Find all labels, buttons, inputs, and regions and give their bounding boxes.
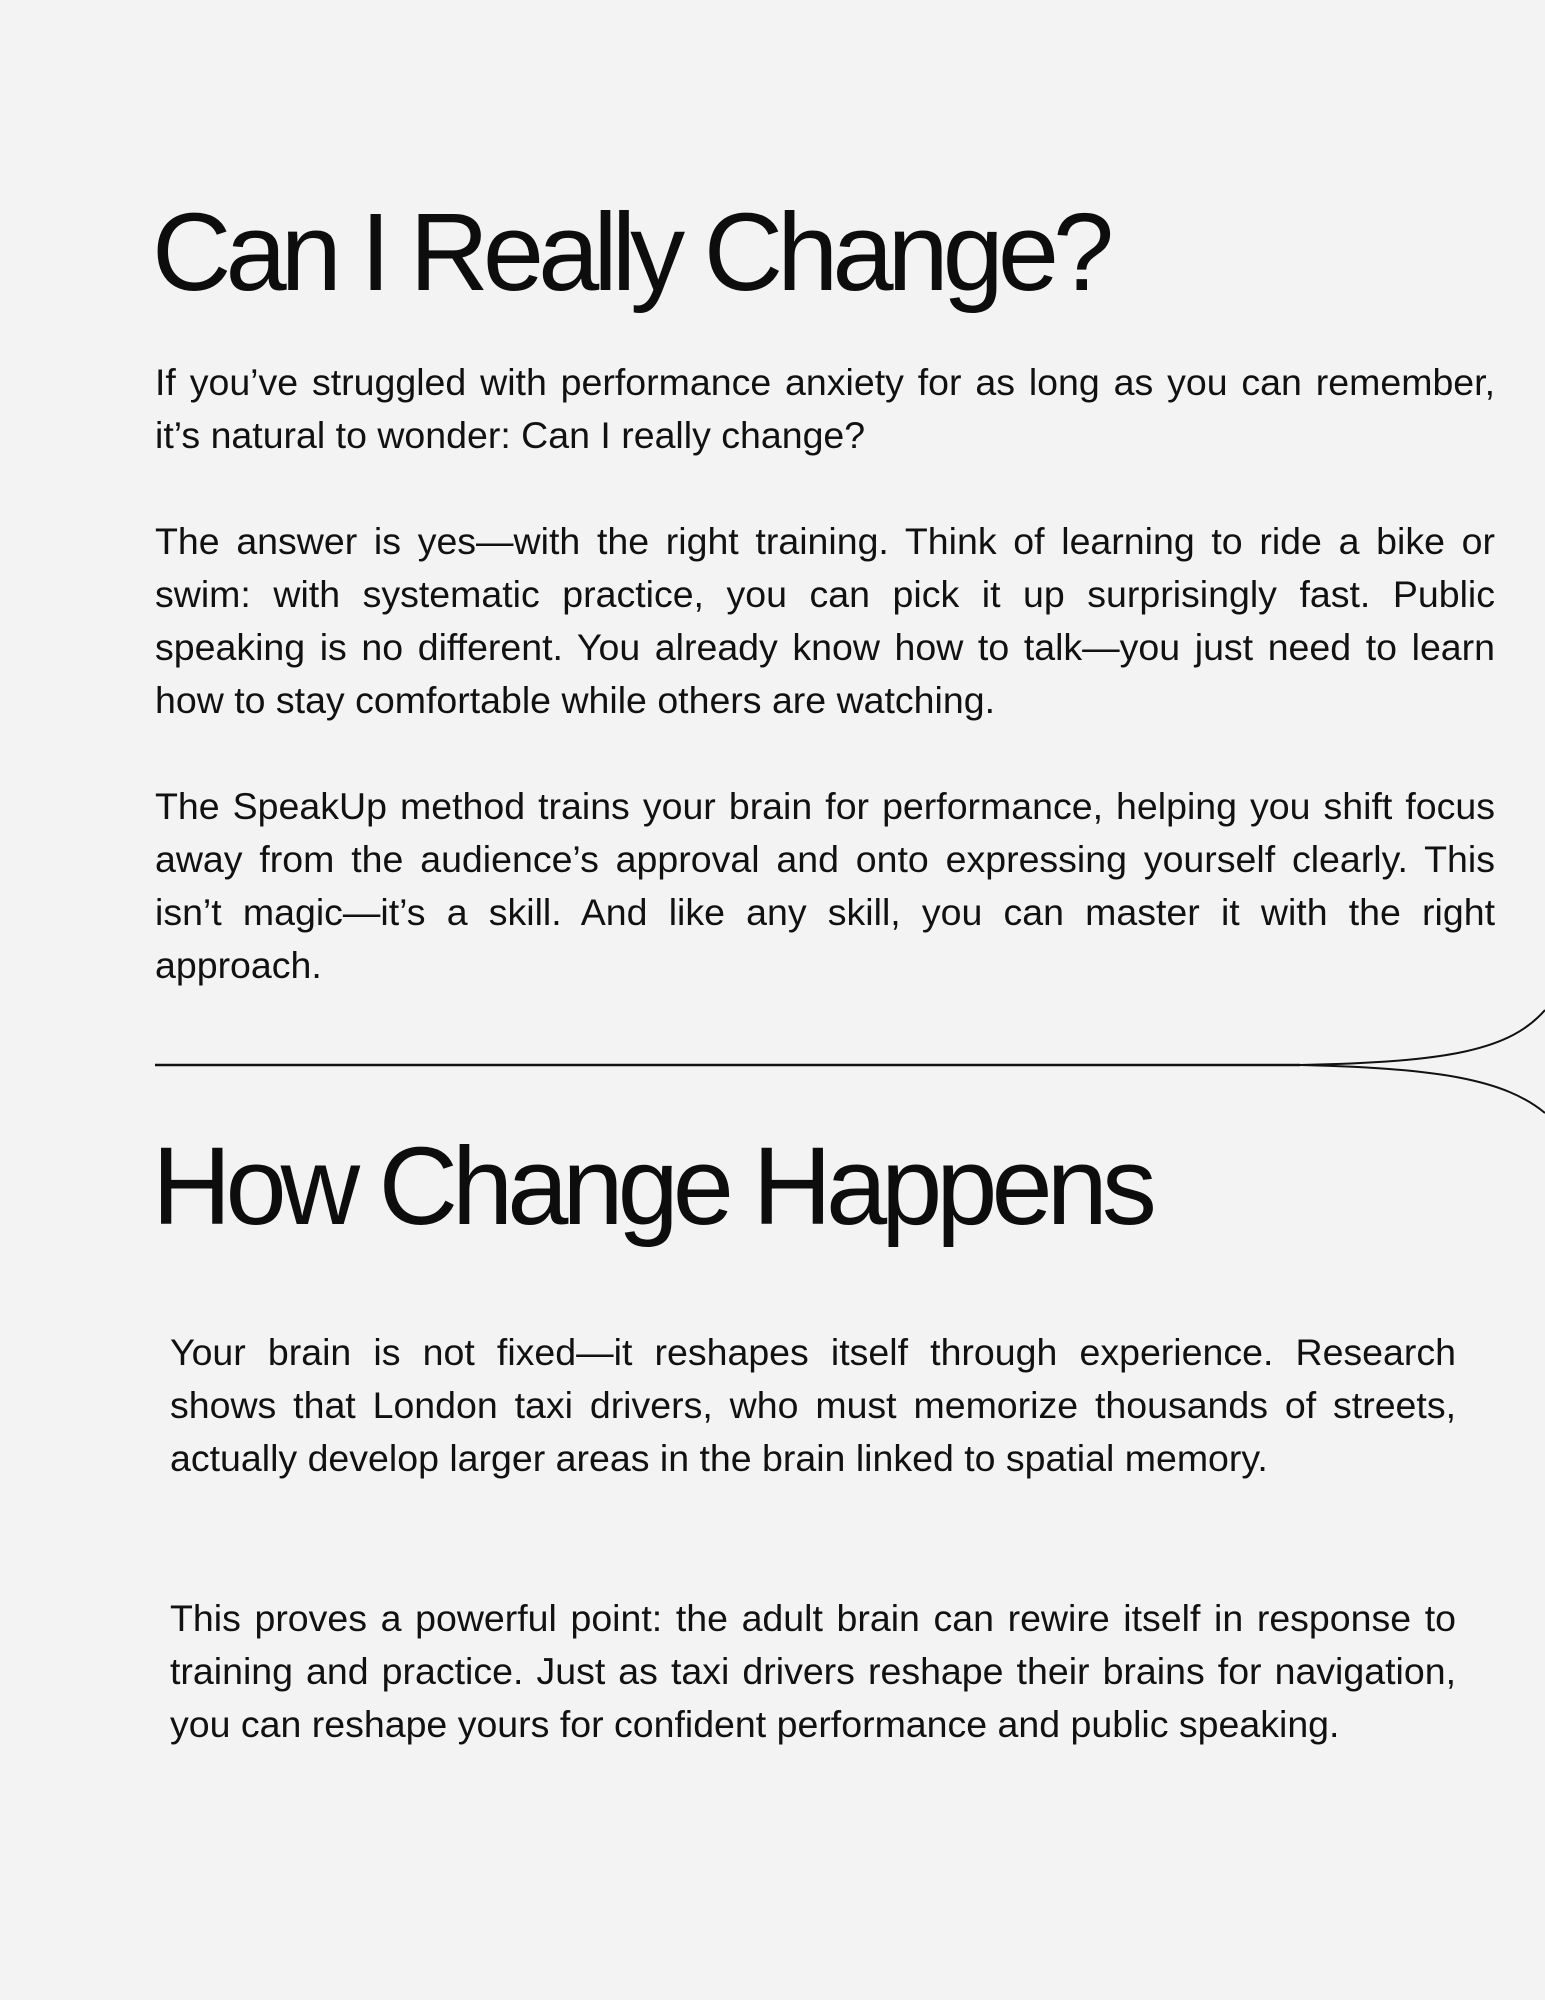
paragraph: The SpeakUp method trains your brain for performance, helping you shift focus away from the audience’s approval and onto expressing yourself clearly. This isn’t magic—it’s a skill. And like any skill, you can master it with the right approach.: [155, 785, 1495, 986]
paragraph: If you’ve struggled with performance anxiety for as long as you can remember, it’s natural to wonder: Can I really change?: [155, 361, 1495, 456]
divider-curve-upper: [1300, 1010, 1545, 1065]
paragraph: This proves a powerful point: the adult brain can rewire itself in response to training and practice. Just as taxi drivers reshape their brains for navigation, you can reshape yours for confident performance and public speaking.: [170, 1597, 1456, 1745]
paragraph: Your brain is not fixed—it reshapes itself through experience. Research shows that London taxi drivers, who must memorize thousands of streets, actually develop larger areas in the brain linked to spatial memory.: [170, 1331, 1456, 1479]
paragraph: The answer is yes—with the right training. Think of learning to ride a bike or swim: with systematic practice, you can pick it up surprisingly fast. Public speaking is no different. You already know how to talk—you just need to learn how to stay comfortable while others are watching.: [155, 520, 1495, 721]
section-title-can-i-really-change: Can I Really Change?: [152, 191, 1109, 314]
section-title-how-change-happens: How Change Happens: [152, 1125, 1151, 1248]
divider-curve-lower: [1300, 1065, 1545, 1113]
